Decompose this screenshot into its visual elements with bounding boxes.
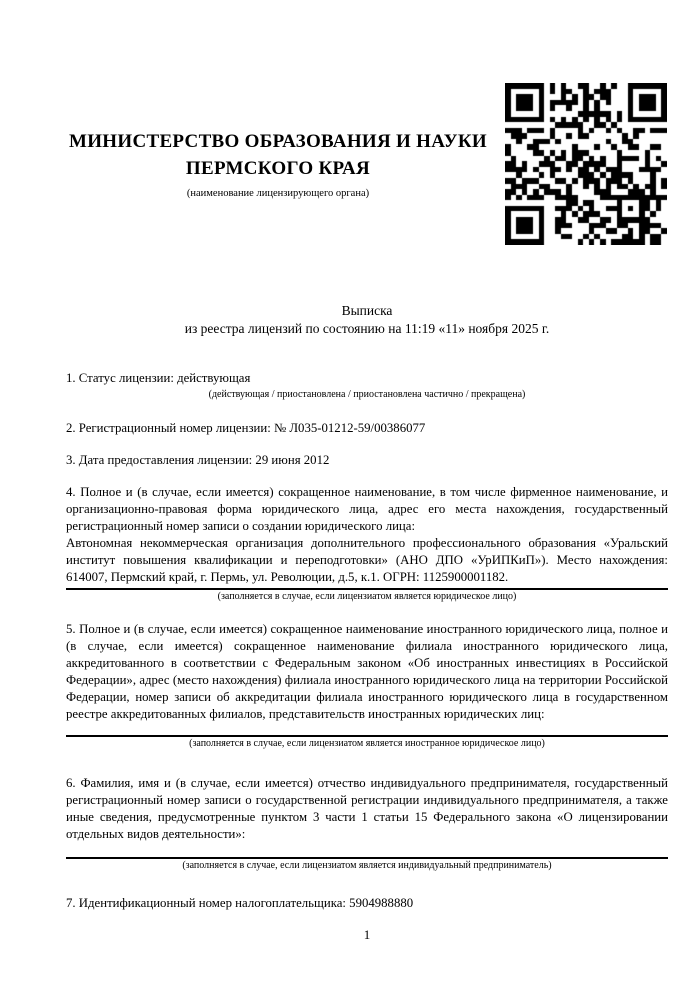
field-taxpayer-number: 7. Идентификационный номер налогоплательщика: 5904988880: [66, 896, 414, 910]
ministry-name-line2: ПЕРМСКОГО КРАЯ: [185, 158, 371, 179]
field-legal-entity-answer: Автономная некоммерческая организация дополнительного профессионального образования «Уральский институт повышения квалификации и переподготовки» (АНО ДПО «УрИПКиП»). Место нахождения: 614007, Пермский край, г. Пермь, ул. Революции, д.5, к.1. ОГРН: 1125900001182.: [66, 536, 668, 584]
field-individual-question: 6. Фамилия, имя и (в случае, если имеется) отчество индивидуального предпринимателя, государственный регистрационный номер записи о государственной регистрации индивидуального предпринимателя, а также иные сведения, предусмотренные пунктом 3 части 1 статьи 15 Федерального закона «О лицензировании отдельных видов деятельности»:: [66, 776, 668, 841]
document-header: [0, 0, 700, 300]
field-individual-caption: (заполняется в случае, если лицензиатом является индивидуальный предприниматель): [182, 860, 552, 871]
document-body: [66, 302, 668, 943]
field-license-status: 1. Статус лицензии: действующая: [66, 371, 251, 385]
licensing-authority-caption: (наименование лицензирующего органа): [186, 188, 370, 199]
document-title: [66, 302, 668, 338]
field-grant-date: 3. Дата предоставления лицензии: 29 июня 2012: [66, 453, 330, 467]
field-foreign-entity-question: 5. Полное и (в случае, если имеется) сокращенное наименование иностранного юридического лица, полное и (в случае, если имеется) сокращенное наименование филиала иностранного юридического лица, аккредитованного в соответствии с Федеральным законом «Об иностранных инвестициях в Российской Федерации», адрес (место нахождения) филиала иностранного юридического лица на территории Российской Федерации, номер записи об аккредитации филиала иностранного юридического лица в государственном реестре аккредитованных филиалов, представительств иностранных юридических лиц:: [66, 622, 668, 721]
document-title-line2: из реестра лицензий по состоянию на 11:19 «11» ноября 2025 г.: [184, 321, 550, 336]
page-number: 1: [363, 927, 371, 942]
document-title-line1: Выписка: [341, 303, 393, 318]
qr-code-icon: [505, 83, 667, 245]
field-legal-entity-question: 4. Полное и (в случае, если имеется) сокращенное наименование, в том числе фирменное наименование, и организационно-правовая форма юридического лица, адрес его места нахождения, государственный регистрационный номер записи о создании юридического лица:: [66, 485, 668, 533]
field-foreign-entity-caption: (заполняется в случае, если лицензиатом является иностранное юридическое лицо): [189, 738, 545, 749]
field-registration-number: 2. Регистрационный номер лицензии: № Л035-01212-59/00386077: [66, 421, 426, 435]
ministry-name-line1: МИНИСТЕРСТВО ОБРАЗОВАНИЯ И НАУКИ: [68, 131, 488, 152]
field-individual-entrepreneur: [66, 775, 668, 872]
field-foreign-entity: [66, 621, 668, 750]
field-legal-entity: [66, 484, 668, 603]
field-license-status-caption: (действующая / приостановлена / приостановлена частично / прекращена): [208, 389, 526, 400]
field-legal-entity-caption: (заполняется в случае, если лицензиатом является юридическое лицо): [217, 591, 517, 602]
licensing-authority-block: [58, 128, 498, 200]
